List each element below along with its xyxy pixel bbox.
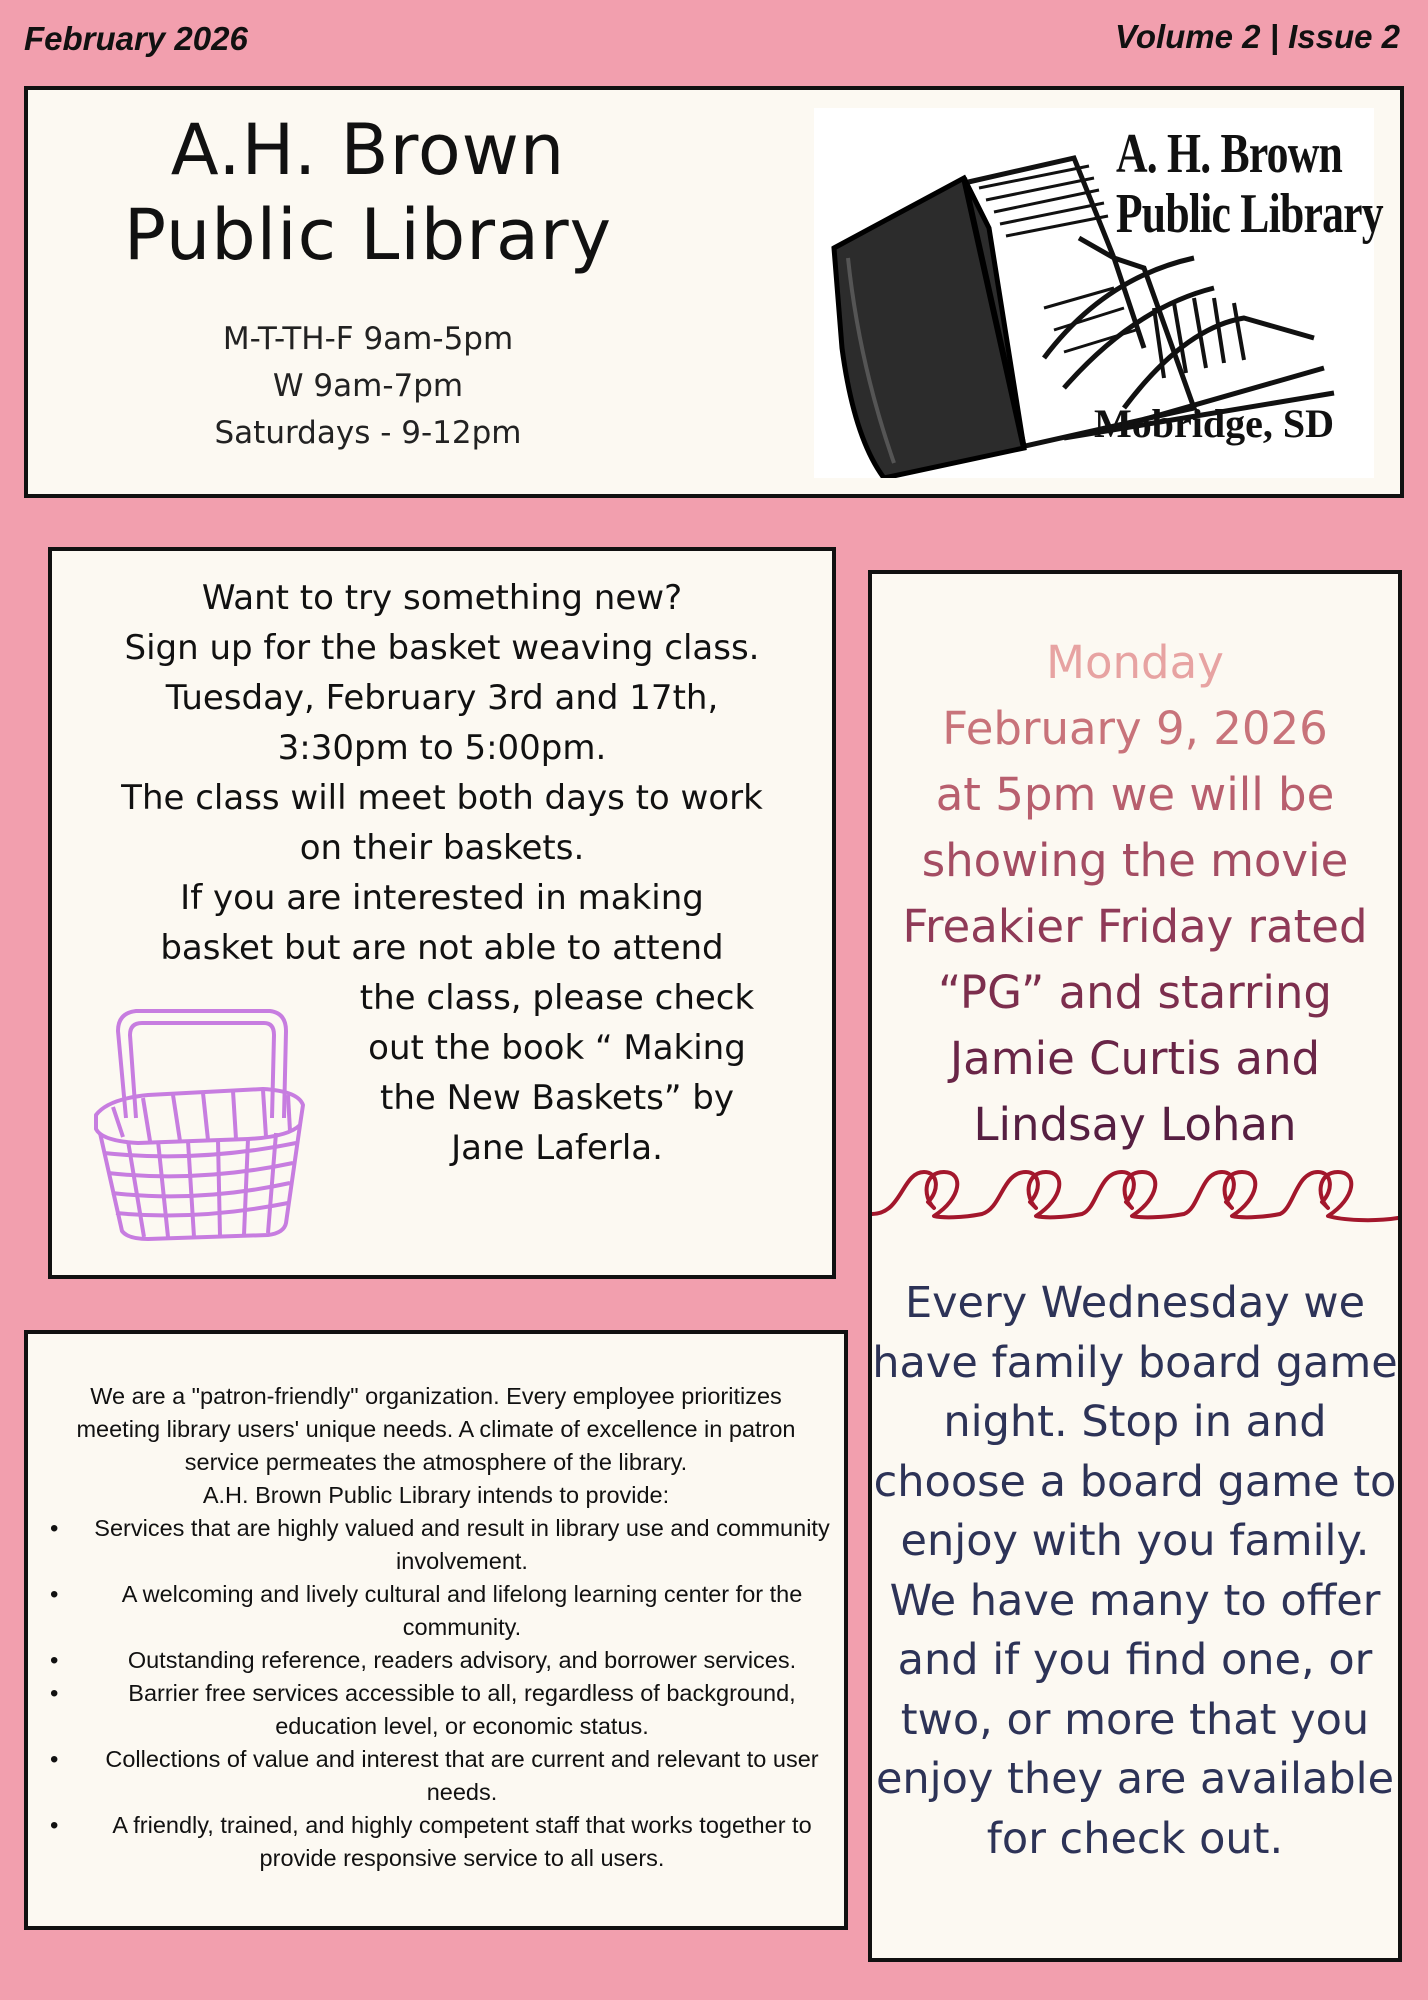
library-name-line: Public Library — [123, 194, 613, 277]
issue-date: February 2026 — [24, 20, 248, 57]
game-line: for check out. — [986, 1813, 1284, 1864]
header-panel — [24, 86, 1404, 498]
mission-panel — [24, 1330, 848, 1930]
hours-wednesday: W 9am-7pm — [272, 368, 464, 405]
movie-line: showing the movie — [921, 834, 1349, 887]
mission-intro-line: We are a "patron-friendly" organization. Every employee prioritizes — [90, 1383, 782, 1409]
game-night-text — [872, 1274, 1398, 1869]
library-hours — [158, 316, 578, 457]
hours-saturday: Saturdays - 9-12pm — [214, 415, 522, 452]
movie-night-text — [872, 630, 1398, 1158]
movie-line: February 9, 2026 — [942, 702, 1328, 755]
movie-line: Freakier Friday rated — [902, 900, 1368, 953]
game-line: have family board game — [872, 1337, 1398, 1388]
mission-list-item: • Collections of value and interest that are current and relevant to user needs. — [38, 1743, 834, 1809]
mission-list — [38, 1512, 834, 1875]
game-line: Every Wednesday we — [904, 1278, 1366, 1328]
mission-intro — [38, 1380, 834, 1512]
basket-line: If you are interested in making — [180, 878, 704, 918]
movie-line: “PG” and starring — [938, 966, 1332, 1019]
basket-line: basket but are not able to attend — [160, 928, 724, 968]
game-line: two, or more that you — [900, 1694, 1370, 1745]
basket-line: 3:30pm to 5:00pm. — [277, 728, 607, 768]
basket-line: the class, please check — [359, 978, 755, 1018]
basket-icon — [88, 1003, 318, 1243]
game-line: We have many to offer — [889, 1575, 1381, 1626]
basket-line: on their baskets. — [299, 828, 585, 868]
game-line: night. Stop in and — [943, 1397, 1327, 1447]
mission-intro-line: A.H. Brown Public Library intends to provide: — [202, 1482, 670, 1508]
mission-list-item: • A friendly, trained, and highly competent staff that works together to provide responsive service to all users. — [38, 1809, 834, 1875]
basket-line: out the book “ Making — [368, 1028, 746, 1068]
basket-book-text — [307, 973, 807, 1173]
logo-location: Mobridge, SD — [1094, 401, 1334, 446]
movie-line: Lindsay Lohan — [973, 1098, 1297, 1151]
events-panel — [868, 570, 1402, 1962]
movie-line: Jamie Curtis and — [949, 1032, 1321, 1085]
basket-class-text — [66, 573, 818, 973]
movie-line: Monday — [1046, 636, 1224, 689]
basket-line: Want to try something new? — [201, 578, 683, 618]
game-line: enjoy with you family. — [900, 1516, 1370, 1566]
game-line: and if you find one, or — [897, 1635, 1373, 1685]
basket-line: Jane Laferla. — [451, 1128, 663, 1168]
basket-line: The class will meet both days to work — [121, 778, 763, 818]
mission-intro-line: service permeates the atmosphere of the library. — [184, 1449, 688, 1475]
library-name — [118, 108, 618, 279]
hours-weekdays: M-T-TH-F 9am-5pm — [222, 321, 514, 357]
mission-list-item: • A welcoming and lively cultural and lifelong learning center for the community. — [38, 1578, 834, 1644]
mission-list-item: • Outstanding reference, readers advisory, and borrower services. — [38, 1644, 834, 1677]
game-line: enjoy they are available — [875, 1754, 1395, 1804]
game-line: choose a board game to — [873, 1456, 1397, 1507]
basket-line: Tuesday, February 3rd and 17th, — [165, 678, 719, 718]
logo-title-line1: A. H. Brown — [1115, 123, 1343, 185]
library-name-line: A.H. Brown — [170, 109, 566, 191]
hearts-divider-icon — [872, 1158, 1398, 1228]
basket-line: the New Baskets” by — [379, 1078, 734, 1118]
mission-intro-line: meeting library users' unique needs. A climate of excellence in patron — [76, 1416, 796, 1442]
basket-class-panel — [48, 547, 836, 1279]
logo-title-line2: Public Library — [1115, 183, 1383, 245]
issue-volume: Volume 2 | Issue 2 — [1115, 18, 1400, 55]
movie-line: at 5pm we will be — [935, 768, 1335, 821]
mission-list-item: • Barrier free services accessible to all, regardless of background, education level, or economic status. — [38, 1677, 834, 1743]
library-logo — [814, 108, 1383, 478]
basket-line: Sign up for the basket weaving class. — [124, 628, 760, 668]
mission-list-item: • Services that are highly valued and result in library use and community involvement. — [38, 1512, 834, 1578]
